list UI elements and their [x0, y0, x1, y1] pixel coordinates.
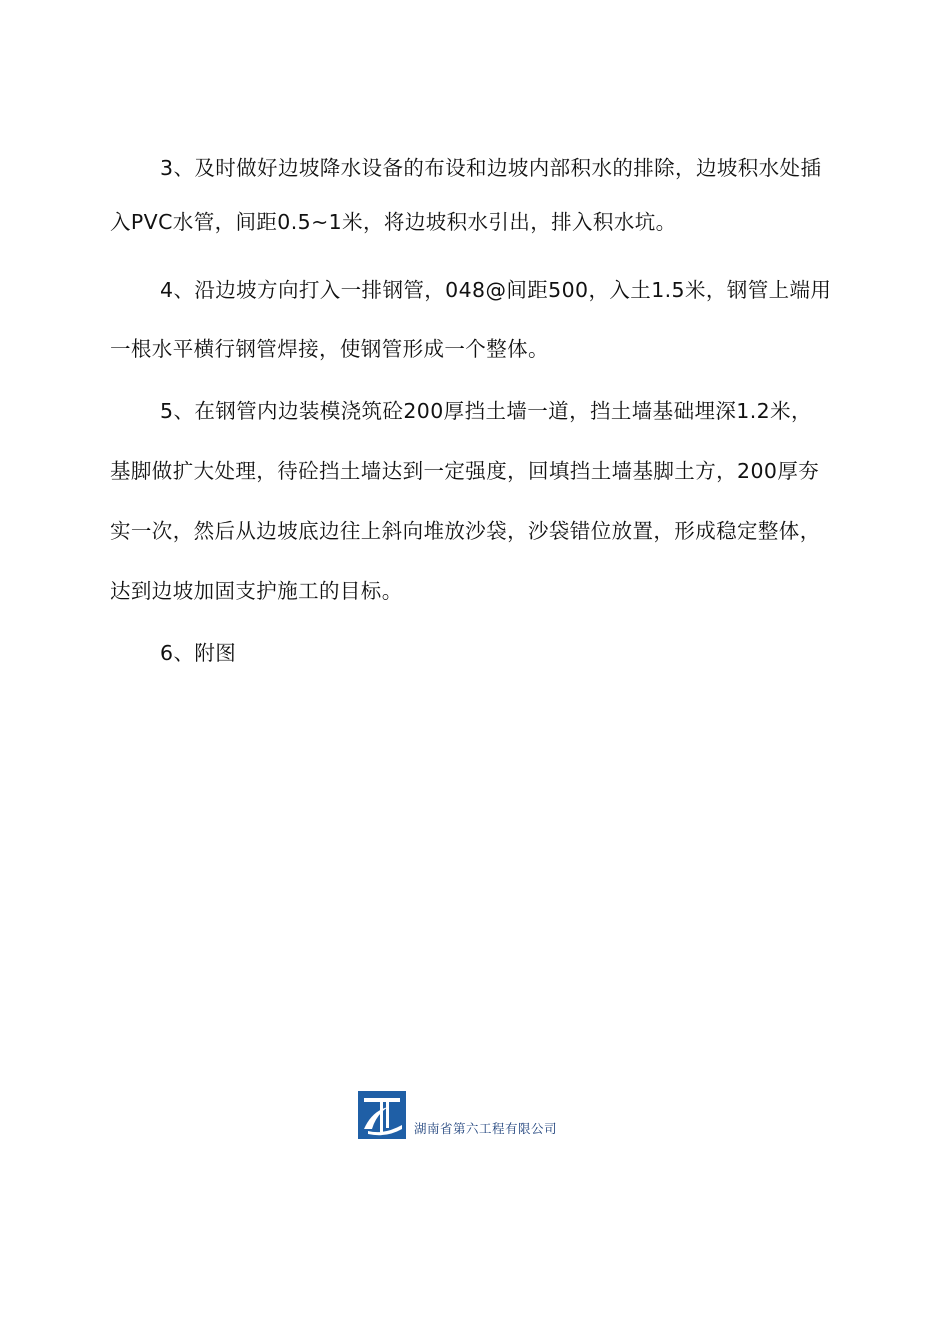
paragraph-line: 5、在钢管内边装模浇筑砼200厚挡土墙一道，挡土墙基础埋深1.2米，: [160, 399, 812, 423]
company-logo-icon: [358, 1091, 406, 1139]
paragraph-line: 基脚做扩大处理，待砼挡土墙达到一定强度，回填挡土墙基脚土方，200厚夯: [110, 459, 820, 483]
paragraph-line: 入PVC水管，间距0.5~1米，将边坡积水引出，排入积水坑。: [110, 210, 677, 234]
footer-company-mark: [358, 1091, 598, 1141]
company-name: 湖南省第六工程有限公司: [414, 1121, 558, 1136]
paragraph-line: 3、及时做好边坡降水设备的布设和边坡内部积水的排除，边坡积水处插: [160, 156, 822, 180]
paragraph-line: 实一次，然后从边坡底边往上斜向堆放沙袋，沙袋错位放置，形成稳定整体，: [110, 519, 821, 543]
paragraph-line: 达到边坡加固支护施工的目标。: [110, 579, 403, 603]
paragraph-line: 6、附图: [160, 641, 237, 665]
paragraph-line: 4、沿边坡方向打入一排钢管，048@间距500，入土1.5米，钢管上端用: [160, 278, 832, 302]
paragraph-line: 一根水平横行钢管焊接，使钢管形成一个整体。: [110, 337, 549, 361]
